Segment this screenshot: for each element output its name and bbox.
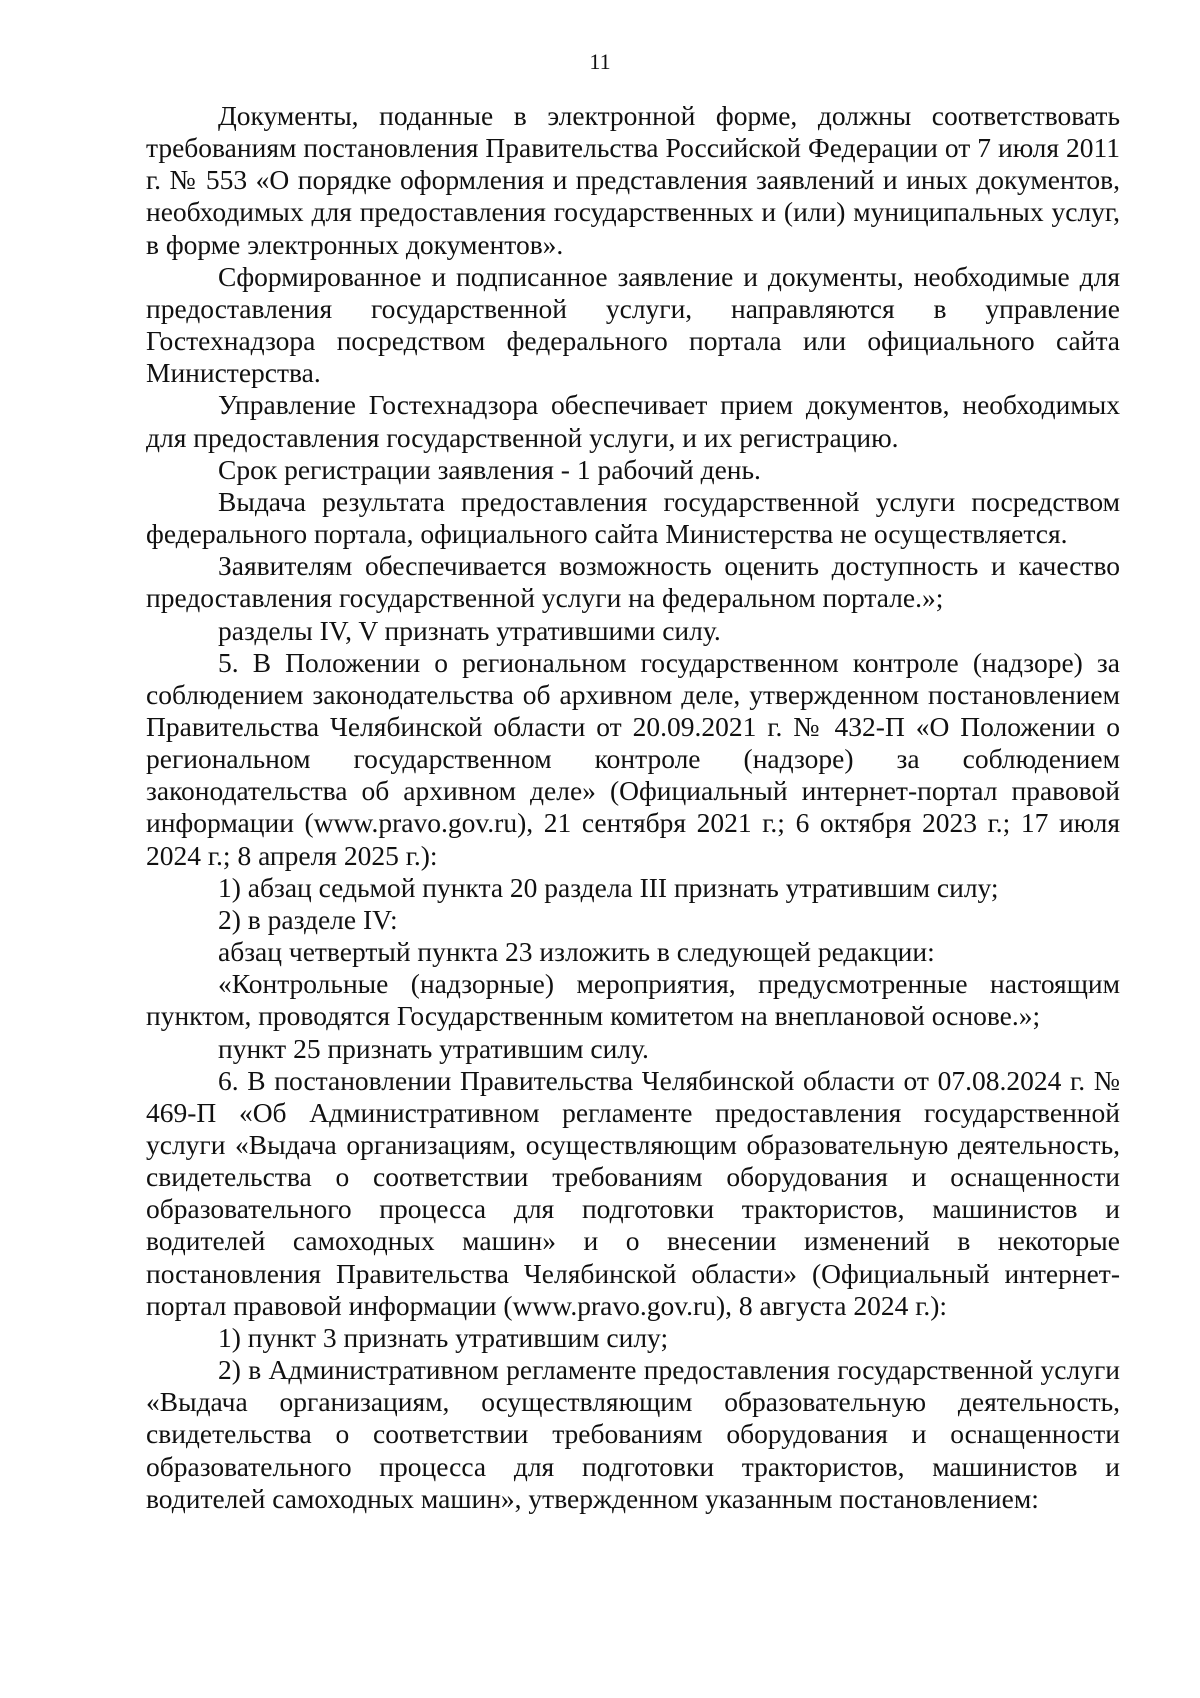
paragraph-item-23-intro: абзац четвертый пункта 23 изложить в следующей редакции: [218, 936, 935, 968]
paragraph-quality-evaluation: Заявителям обеспечивается возможность оценить доступность и качество предоставления государственной услуги на федеральном портале.»; [146, 550, 1120, 614]
paragraph-item-6-1: 1) пункт 3 признать утратившим силу; [218, 1321, 669, 1353]
paragraph-sections-repeal: разделы IV, V признать утратившими силу. [218, 614, 721, 646]
paragraph-item-25-repeal: пункт 25 признать утратившим силу. [218, 1032, 649, 1064]
paragraph-item-6: 6. В постановлении Правительства Челябинской области от 07.08.2024 г. № 469-П «Об Административном регламенте предоставления государственной услуги «Выдача организациям, осуществляющим образовательную деятельность, свидетельства о соответствии требованиям оборудования и оснащенности образовательного процесса для подготовки трактористов, машинистов и водителей самоходных машин» и о внесении изменений в некоторые постановления Правительства Челябинской области» (Официальный интернет-портал правовой информации (www.pravo.gov.ru), 8 августа 2024 г.): [146, 1064, 1120, 1321]
paragraph-application-submission: Сформированное и подписанное заявление и документы, необходимые для предоставления государственной услуги, направляются в управление Гостехнадзора посредством федерального портала или официального сайта Министерства. [146, 260, 1120, 389]
page-number: 11 [589, 49, 611, 74]
paragraph-document-acceptance: Управление Гостехнадзора обеспечивает прием документов, необходимых для предоставления государственной услуги, и их регистрацию. [146, 389, 1120, 453]
paragraph-result-issuance: Выдача результата предоставления государственной услуги посредством федерального портала, официального сайта Министерства не осуществляется. [146, 485, 1120, 550]
paragraph-item-6-2: 2) в Административном регламенте предоставления государственной услуги «Выдача организациям, осуществляющим образовательную деятельность, свидетельства о соответствии требованиям оборудования и оснащенности образовательного процесса для подготовки трактористов, машинистов и водителей самоходных машин», утвержденном указанным постановлением: [146, 1354, 1120, 1514]
paragraph-electronic-documents: Документы, поданные в электронной форме, должны соответствовать требованиям постановления Правительства Российской Федерации от 7 июля 2011 г. № 553 «О порядке оформления и представления заявлений и иных документов, необходимых для предоставления государственных и (или) муниципальных услуг, в форме электронных документов». [146, 100, 1120, 260]
paragraph-item-5-1: 1) абзац седьмой пункта 20 раздела III признать утратившим силу; [218, 871, 999, 903]
paragraph-item-5: 5. В Положении о региональном государственном контроле (надзоре) за соблюдением законодательства об архивном деле, утвержденном постановлением Правительства Челябинской области от 20.09.2021 г. № 432-П «О Положении о региональном государственном контроле (надзоре) за соблюдением законодательства об архивном деле» (Официальный интернет-портал правовой информации (www.pravo.gov.ru), 21 сентября 2021 г.; 6 октября 2023 г.; 17 июля 2024 г.; 8 апреля 2025 г.): [146, 646, 1120, 871]
paragraph-registration-term: Срок регистрации заявления - 1 рабочий день. [218, 453, 761, 485]
document-body [146, 100, 1120, 1515]
paragraph-item-23-text: «Контрольные (надзорные) мероприятия, предусмотренные настоящим пунктом, проводятся Государственным комитетом на внеплановой основе.»; [146, 968, 1120, 1032]
paragraph-item-5-2: 2) в разделе IV: [218, 903, 398, 935]
